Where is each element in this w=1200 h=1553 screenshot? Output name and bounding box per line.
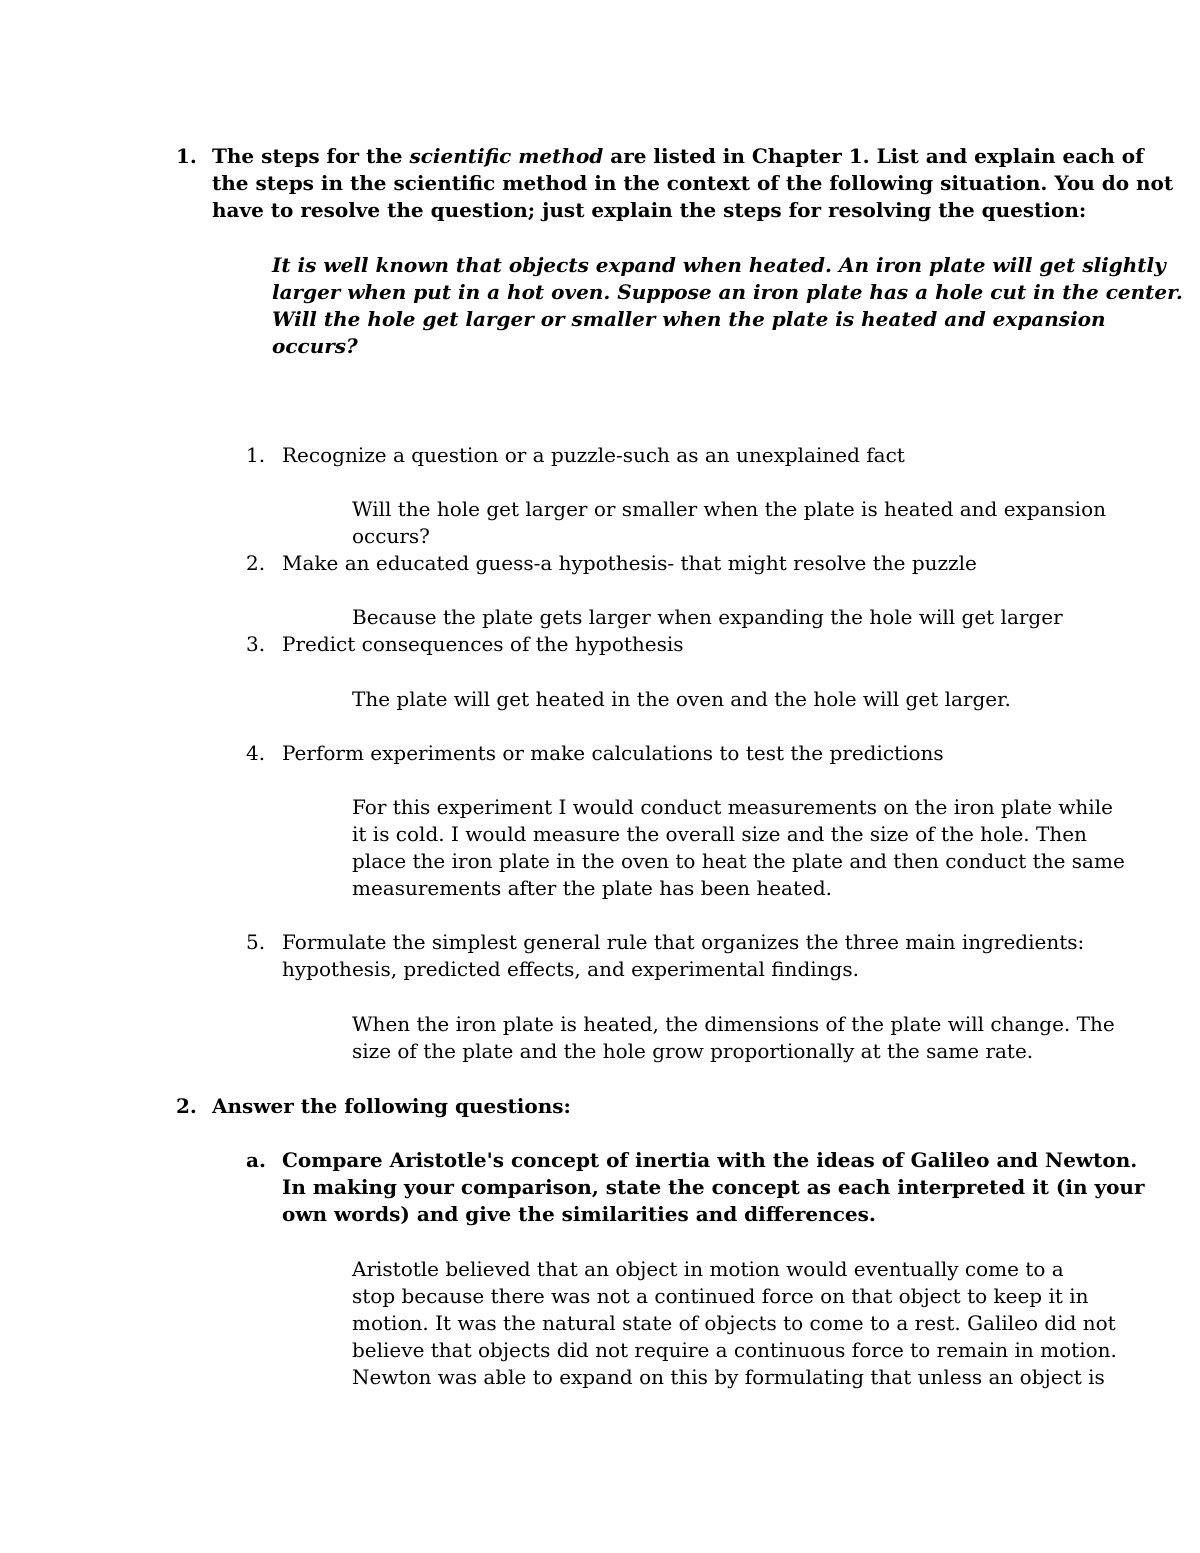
step-3-answer: The plate will get heated in the oven and the hole will get larger. <box>352 687 1011 711</box>
question-2a-text: Compare Aristotle's concept of inertia with the ideas of Galileo and Newton. In making your comparison, state the concept as each interpreted it (in your own words) and give the similarities and differences. <box>282 1148 1145 1226</box>
question-2-number: 2. <box>176 1094 197 1118</box>
question-2a-answer: Aristotle believed that an object in motion would eventually come to a stop because there was not a continued force on that object to keep it in motion. It was the natural state of objects to come to a rest. Galileo did not believe that objects did not require a continuous force to remain in motion. Newton was able to expand on this by formulating that unless an object is <box>352 1257 1117 1389</box>
scenario-text: It is well known that objects expand when heated. An iron plate will get slightly larger when put in a hot oven. Suppose an iron plate has a hole cut in the center. Will the hole get larger or smaller when the plate is heated and expansion occurs? <box>272 253 1183 358</box>
question-2a-letter: a. <box>246 1148 266 1172</box>
step-3-text: Predict consequences of the hypothesis <box>282 632 684 656</box>
step-1-text: Recognize a question or a puzzle-such as an unexplained fact <box>282 443 905 467</box>
step-4-number: 4. <box>246 741 266 765</box>
step-5-number: 5. <box>246 930 266 954</box>
step-4-text: Perform experiments or make calculations to test the predictions <box>282 741 944 765</box>
question-1-text: The steps for the scientific method are listed in Chapter 1. List and explain each of the steps in the scientific method in the context of the following situation. You do not have to resolve the question; just explain the steps for resolving the question: <box>212 144 1174 222</box>
step-3-number: 3. <box>246 632 266 656</box>
step-1-answer: Will the hole get larger or smaller when the plate is heated and expansion occurs? <box>352 497 1107 548</box>
step-5-answer: When the iron plate is heated, the dimensions of the plate will change. The size of the plate and the hole grow proportionally at the same rate. <box>352 1012 1115 1063</box>
step-5-text: Formulate the simplest general rule that organizes the three main ingredients: hypothesis, predicted effects, and experimental findings. <box>282 930 1085 981</box>
question-1-emphasis: scientific method <box>409 144 604 168</box>
step-2-answer: Because the plate gets larger when expanding the hole will get larger <box>352 605 1063 629</box>
step-1-number: 1. <box>246 443 266 467</box>
step-2-number: 2. <box>246 551 266 575</box>
question-1-number: 1. <box>176 144 197 168</box>
question-2-text: Answer the following questions: <box>212 1094 571 1118</box>
step-4-answer: For this experiment I would conduct measurements on the iron plate while it is cold. I would measure the overall size and the size of the hole. Then place the iron plate in the oven to heat the plate and then conduct the same measurements after the plate has been heated. <box>352 795 1125 900</box>
step-2-text: Make an educated guess-a hypothesis- that might resolve the puzzle <box>282 551 977 575</box>
